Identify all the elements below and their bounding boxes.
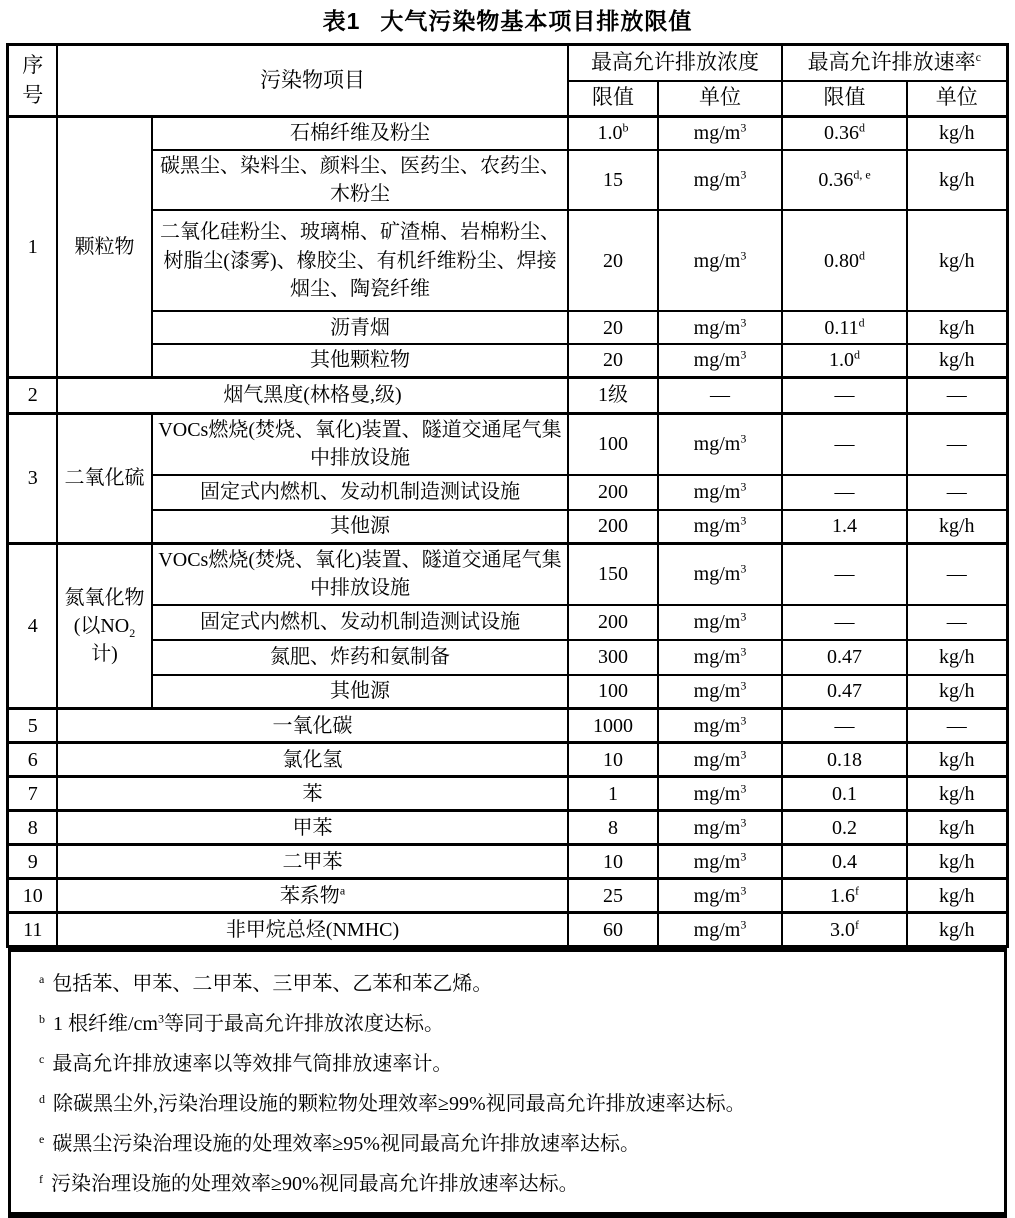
conc-unit-cell: $mg/m^3$ xyxy=(658,675,782,709)
table-row xyxy=(8,709,1007,743)
header-conc-group: 最高允许排放浓度 xyxy=(568,45,782,81)
conc-limit-cell: 20 xyxy=(568,210,658,311)
rate-limit-cell: 0.18 xyxy=(782,743,907,777)
rate-limit-cell: 0.36$^{d, e}$ xyxy=(782,150,907,211)
seq-cell: 2 xyxy=(8,377,57,413)
conc-unit-cell: $mg/m^3$ xyxy=(658,811,782,845)
rate-limit-cell: 0.80$^d$ xyxy=(782,210,907,311)
rate-unit-cell: kg/h xyxy=(907,743,1007,777)
conc-unit-cell: $mg/m^3$ xyxy=(658,913,782,947)
conc-unit-cell: $mg/m^3$ xyxy=(658,709,782,743)
header-pollutant-item: 污染物项目 xyxy=(57,45,568,117)
conc-limit-cell: 8 xyxy=(568,811,658,845)
table-row xyxy=(8,544,1007,605)
conc-limit-cell: 200 xyxy=(568,475,658,510)
footnote-d: $^d$ 除碳黑尘外,污染治理设施的颗粒物处理效率≥99%视同最高允许排放速率达标。 xyxy=(39,1091,746,1116)
table-row xyxy=(8,777,1007,811)
seq-cell: 11 xyxy=(8,913,57,947)
rate-unit-cell: kg/h xyxy=(907,777,1007,811)
item-cell: 沥青烟 xyxy=(152,311,568,344)
conc-unit-cell: $mg/m^3$ xyxy=(658,640,782,675)
rate-unit-cell: kg/h xyxy=(907,210,1007,311)
table-row xyxy=(8,605,1007,640)
footnote-f: $^f$ 污染治理设施的处理效率≥90%视同最高允许排放速率达标。 xyxy=(39,1171,579,1196)
conc-limit-cell: 60 xyxy=(568,913,658,947)
conc-unit-cell: $mg/m^3$ xyxy=(658,117,782,150)
table-row xyxy=(8,845,1007,879)
rate-unit-cell: kg/h xyxy=(907,510,1007,544)
rate-limit-cell: 0.11$^d$ xyxy=(782,311,907,344)
seq-cell: 3 xyxy=(8,413,57,543)
conc-limit-cell: 20 xyxy=(568,344,658,377)
category-cell: 二氧化硫 xyxy=(57,413,152,543)
conc-unit-cell: $mg/m^3$ xyxy=(658,413,782,474)
rate-unit-cell: kg/h xyxy=(907,311,1007,344)
item-cell: 甲苯 xyxy=(57,811,568,845)
rate-limit-cell: — xyxy=(782,605,907,640)
rate-limit-cell: 1.0$^d$ xyxy=(782,344,907,377)
item-cell: 二氧化硅粉尘、玻璃棉、矿渣棉、岩棉粉尘、树脂尘(漆雾)、橡胶尘、有机纤维粉尘、焊接烟尘、陶瓷纤维 xyxy=(152,210,568,311)
conc-limit-cell: 100 xyxy=(568,413,658,474)
rate-unit-cell: kg/h xyxy=(907,675,1007,709)
seq-cell: 10 xyxy=(8,879,57,913)
conc-limit-cell: 200 xyxy=(568,605,658,640)
item-cell: 非甲烷总烃(NMHC) xyxy=(57,913,568,947)
header-rate-group: 最高允许排放速率$^c$ xyxy=(782,45,1007,81)
header-seq: 序 号 xyxy=(8,45,57,117)
table-row xyxy=(8,879,1007,913)
item-cell: 石棉纤维及粉尘 xyxy=(152,117,568,150)
seq-cell: 9 xyxy=(8,845,57,879)
table-number: 表1 xyxy=(322,8,361,34)
rate-limit-cell: 0.36$^d$ xyxy=(782,117,907,150)
table-row xyxy=(8,913,1007,947)
rate-unit-cell: — xyxy=(907,605,1007,640)
rate-limit-cell: — xyxy=(782,544,907,605)
conc-unit-cell: $mg/m^3$ xyxy=(658,777,782,811)
rate-unit-cell: — xyxy=(907,377,1007,413)
rate-limit-cell: — xyxy=(782,709,907,743)
item-cell: VOCs燃烧(焚烧、氧化)装置、隧道交通尾气集中排放设施 xyxy=(152,413,568,474)
conc-unit-cell: $mg/m^3$ xyxy=(658,845,782,879)
conc-unit-cell: $mg/m^3$ xyxy=(658,311,782,344)
item-cell: 苯系物$^a$ xyxy=(57,879,568,913)
rate-unit-cell: kg/h xyxy=(907,640,1007,675)
conc-limit-cell: 20 xyxy=(568,311,658,344)
rate-limit-cell: 0.47 xyxy=(782,675,907,709)
page-title xyxy=(0,3,1015,36)
rate-unit-cell: — xyxy=(907,475,1007,510)
rate-limit-cell: 1.6$^f$ xyxy=(782,879,907,913)
table-row xyxy=(8,377,1007,413)
table-row xyxy=(8,743,1007,777)
seq-cell: 5 xyxy=(8,709,57,743)
table-row xyxy=(8,510,1007,544)
conc-limit-cell: 10 xyxy=(568,845,658,879)
table-row xyxy=(8,210,1007,311)
conc-unit-cell: $mg/m^3$ xyxy=(658,743,782,777)
conc-limit-cell: 1级 xyxy=(568,377,658,413)
item-cell: 固定式内燃机、发动机制造测试设施 xyxy=(152,475,568,510)
rate-unit-cell: kg/h xyxy=(907,845,1007,879)
rate-unit-cell: kg/h xyxy=(907,150,1007,211)
item-cell: 烟气黑度(林格曼,级) xyxy=(57,377,568,413)
item-cell: 其他源 xyxy=(152,675,568,709)
footnote-a: $^a$ 包括苯、甲苯、二甲苯、三甲苯、乙苯和苯乙烯。 xyxy=(39,971,493,996)
header-rate-limit: 限值 xyxy=(782,81,907,117)
conc-limit-cell: 1.0$^b$ xyxy=(568,117,658,150)
emission-limits-table xyxy=(6,43,1008,948)
conc-unit-cell: — xyxy=(658,377,782,413)
item-cell: 氯化氢 xyxy=(57,743,568,777)
item-cell: 其他颗粒物 xyxy=(152,344,568,377)
conc-limit-cell: 1000 xyxy=(568,709,658,743)
conc-limit-cell: 1 xyxy=(568,777,658,811)
conc-limit-cell: 100 xyxy=(568,675,658,709)
footnote-c: $^c$ 最高允许排放速率以等效排气筒排放速率计。 xyxy=(39,1051,453,1076)
rate-unit-cell: — xyxy=(907,544,1007,605)
conc-unit-cell: $mg/m^3$ xyxy=(658,544,782,605)
conc-unit-cell: $mg/m^3$ xyxy=(658,344,782,377)
item-cell: 氮肥、炸药和氨制备 xyxy=(152,640,568,675)
rate-unit-cell: — xyxy=(907,709,1007,743)
item-cell: 固定式内燃机、发动机制造测试设施 xyxy=(152,605,568,640)
conc-unit-cell: $mg/m^3$ xyxy=(658,879,782,913)
rate-limit-cell: 3.0$^f$ xyxy=(782,913,907,947)
conc-unit-cell: $mg/m^3$ xyxy=(658,475,782,510)
table-row xyxy=(8,640,1007,675)
rate-unit-cell: kg/h xyxy=(907,913,1007,947)
item-cell: 其他源 xyxy=(152,510,568,544)
header-rate-unit: 单位 xyxy=(907,81,1007,117)
rate-limit-cell: — xyxy=(782,377,907,413)
conc-unit-cell: $mg/m^3$ xyxy=(658,510,782,544)
item-cell: VOCs燃烧(焚烧、氧化)装置、隧道交通尾气集中排放设施 xyxy=(152,544,568,605)
table-row xyxy=(8,117,1007,150)
conc-limit-cell: 25 xyxy=(568,879,658,913)
footnotes-box xyxy=(8,948,1007,1218)
rate-limit-cell: — xyxy=(782,475,907,510)
conc-unit-cell: $mg/m^3$ xyxy=(658,210,782,311)
table-body xyxy=(8,117,1007,947)
seq-cell: 8 xyxy=(8,811,57,845)
table-row xyxy=(8,475,1007,510)
rate-limit-cell: 0.47 xyxy=(782,640,907,675)
rate-unit-cell: — xyxy=(907,413,1007,474)
table-row xyxy=(8,413,1007,474)
rate-limit-cell: 1.4 xyxy=(782,510,907,544)
rate-limit-cell: 0.1 xyxy=(782,777,907,811)
rate-unit-cell: kg/h xyxy=(907,344,1007,377)
seq-cell: 7 xyxy=(8,777,57,811)
conc-limit-cell: 300 xyxy=(568,640,658,675)
table-header xyxy=(8,45,1007,117)
header-conc-limit: 限值 xyxy=(568,81,658,117)
header-conc-unit: 单位 xyxy=(658,81,782,117)
rate-limit-cell: — xyxy=(782,413,907,474)
rate-unit-cell: kg/h xyxy=(907,879,1007,913)
table-row xyxy=(8,150,1007,211)
item-cell: 二甲苯 xyxy=(57,845,568,879)
footnote-b: $^b$ 1 根纤维$/cm^3$等同于最高允许排放浓度达标。 xyxy=(39,1011,444,1036)
conc-unit-cell: $mg/m^3$ xyxy=(658,150,782,211)
item-cell: 苯 xyxy=(57,777,568,811)
category-cell: 颗粒物 xyxy=(57,117,152,378)
conc-limit-cell: 200 xyxy=(568,510,658,544)
conc-limit-cell: 15 xyxy=(568,150,658,211)
item-cell: 碳黑尘、染料尘、颜料尘、医药尘、农药尘、木粉尘 xyxy=(152,150,568,211)
seq-cell: 6 xyxy=(8,743,57,777)
conc-limit-cell: 150 xyxy=(568,544,658,605)
table-row xyxy=(8,675,1007,709)
conc-unit-cell: $mg/m^3$ xyxy=(658,605,782,640)
rate-unit-cell: kg/h xyxy=(907,811,1007,845)
seq-cell: 4 xyxy=(8,544,57,709)
conc-limit-cell: 10 xyxy=(568,743,658,777)
rate-limit-cell: 0.2 xyxy=(782,811,907,845)
table-row xyxy=(8,344,1007,377)
item-cell: 一氧化碳 xyxy=(57,709,568,743)
category-cell: 氮氧化物(以$NO_2$计) xyxy=(57,544,152,709)
footnote-e: $^e$ 碳黑尘污染治理设施的处理效率≥95%视同最高允许排放速率达标。 xyxy=(39,1131,640,1156)
rate-unit-cell: kg/h xyxy=(907,117,1007,150)
header-row-groups xyxy=(8,45,1007,81)
table-row xyxy=(8,311,1007,344)
rate-limit-cell: 0.4 xyxy=(782,845,907,879)
table-row xyxy=(8,811,1007,845)
table-title-text: 大气污染物基本项目排放限值 xyxy=(380,8,693,34)
seq-cell: 1 xyxy=(8,117,57,378)
